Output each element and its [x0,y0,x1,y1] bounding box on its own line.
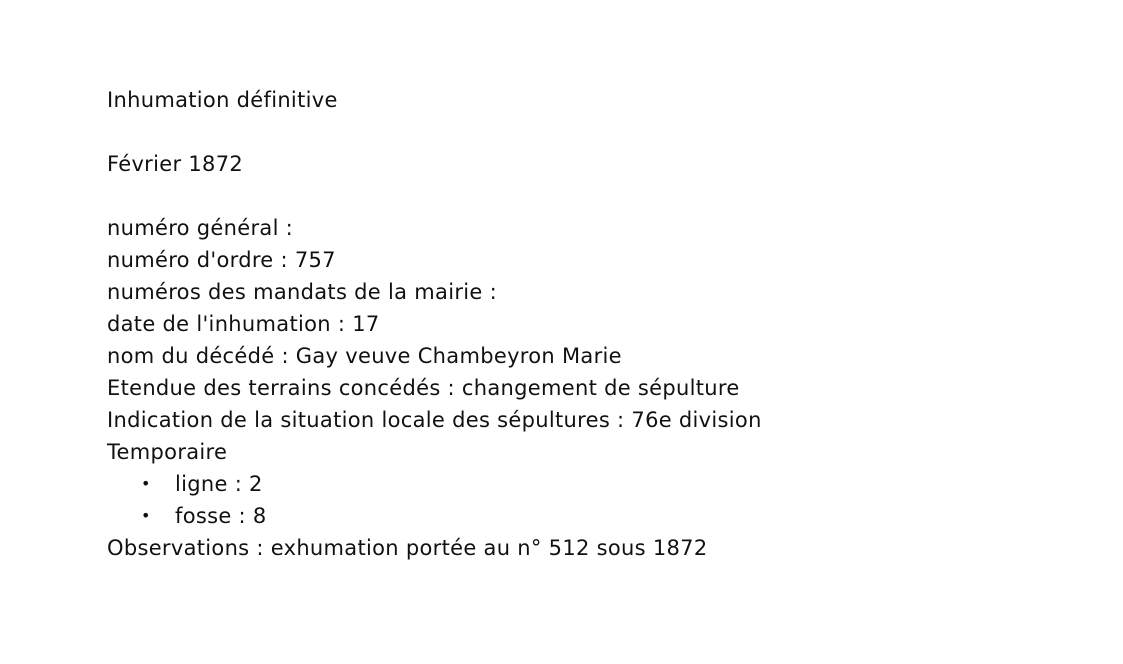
field-temporaire: Temporaire [107,440,228,464]
record-date: Février 1872 [107,152,244,176]
list-item [107,470,1087,502]
field-observations: Observations : exhumation portée au n° 512 sous 1872 [107,536,708,560]
document-record [107,86,1087,566]
bullet-icon: • [141,474,151,493]
bullet-icon: • [141,506,151,525]
spacer [107,182,1087,214]
field-situation: Indication de la situation locale des sépultures : 76e division [107,408,762,432]
field-nom-decede: nom du décédé : Gay veuve Chambeyron Marie [107,344,622,368]
field-date-inhumation: date de l'inhumation : 17 [107,312,380,336]
list-item-text: fosse : 8 [175,504,267,528]
list-item-text: ligne : 2 [175,472,263,496]
field-mandats: numéros des mandats de la mairie : [107,280,497,304]
field-etendue: Etendue des terrains concédés : changement de sépulture [107,376,740,400]
field-numero-general: numéro général : [107,216,294,240]
spacer [107,118,1087,150]
list-item [107,502,1087,534]
temporaire-list [107,470,1087,534]
field-numero-ordre: numéro d'ordre : 757 [107,248,336,272]
record-title: Inhumation définitive [107,88,338,112]
